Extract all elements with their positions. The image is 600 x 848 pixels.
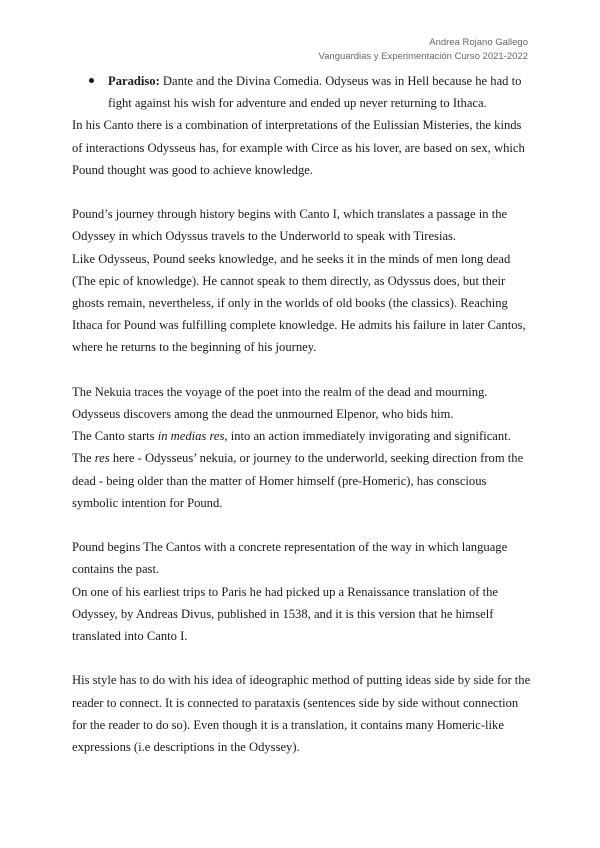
author-name: Andrea Rojano Gallego [429,37,528,48]
paragraph-5-part-a: The Canto starts [72,429,158,444]
bullet-text: Dante and the Divina Comedia. Odyseus was in Hell because he had to fight against his wish for adventure and ended up never returning to Ithaca. [108,74,522,111]
paragraph-2: Pound’s journey through history begins with Canto I, which translates a passage in the Odyssey in which Odyssus travels to the Underworld to speak with Tiresias. [72,207,508,244]
paragraph-5-part-c: here - Odysseus’ nekuia, or journey to the underworld, seeking direction from the dead - being older than the matter of Homer himself (pre-Homeric), has conscious symbolic intention for Pound. [72,451,524,510]
bullet-item-paradiso [72,70,532,114]
paragraph-5-part-b: , into an action immediately invigorating and significant. The [72,429,511,466]
course-title: Vanguardias y Experimentación Curso 2021-2022 [318,51,528,62]
paragraph-5 [72,425,532,514]
page-header [319,36,528,64]
bullet-dot-icon [89,78,94,83]
paragraph-8: His style has to do with his idea of ideographic method of putting ideas side by side for the reader to connect. It is connected to parataxis (sentences side by side without connection for the reader to do so). Even though it is a translation, it contains many Homeric-like expressions (i.e descriptions in the Odyssey). [72,673,531,755]
paragraph-6: Pound begins The Cantos with a concrete representation of the way in which language contains the past. [72,540,508,577]
paragraph-3: Like Odysseus, Pound seeks knowledge, and he seeks it in the minds of men long dead (The epic of knowledge). He cannot speak to them directly, as Odyssus does, but their ghosts remain, nevertheless, if only in the worlds of old books (the classics). Reaching Ithaca for Pound was fulfilling complete knowledge. He admits his failure in later Cantos, where he returns to the beginning of his journey. [72,251,526,355]
paragraph-5-italic-2: res [94,451,110,466]
bullet-term: Paradiso: [108,74,160,88]
paragraph-5-italic: in medias res [157,429,225,444]
paragraph-1: In his Canto there is a combination of interpretations of the Eulissian Misteries, the kinds of interactions Odysseus has, for example with Circe as his lover, are based on sex, which Pound thought was good to achieve knowledge. [72,118,525,177]
document-body [72,70,532,758]
paragraph-4: The Nekuia traces the voyage of the poet into the realm of the dead and mourning. Odysseus discovers among the dead the unmourned Elpenor, who bids him. [72,384,488,422]
paragraph-7: On one of his earliest trips to Paris he had picked up a Renaissance translation of the Odyssey, by Andreas Divus, published in 1538, and it is this version that he himself translated into Canto I. [72,584,498,644]
